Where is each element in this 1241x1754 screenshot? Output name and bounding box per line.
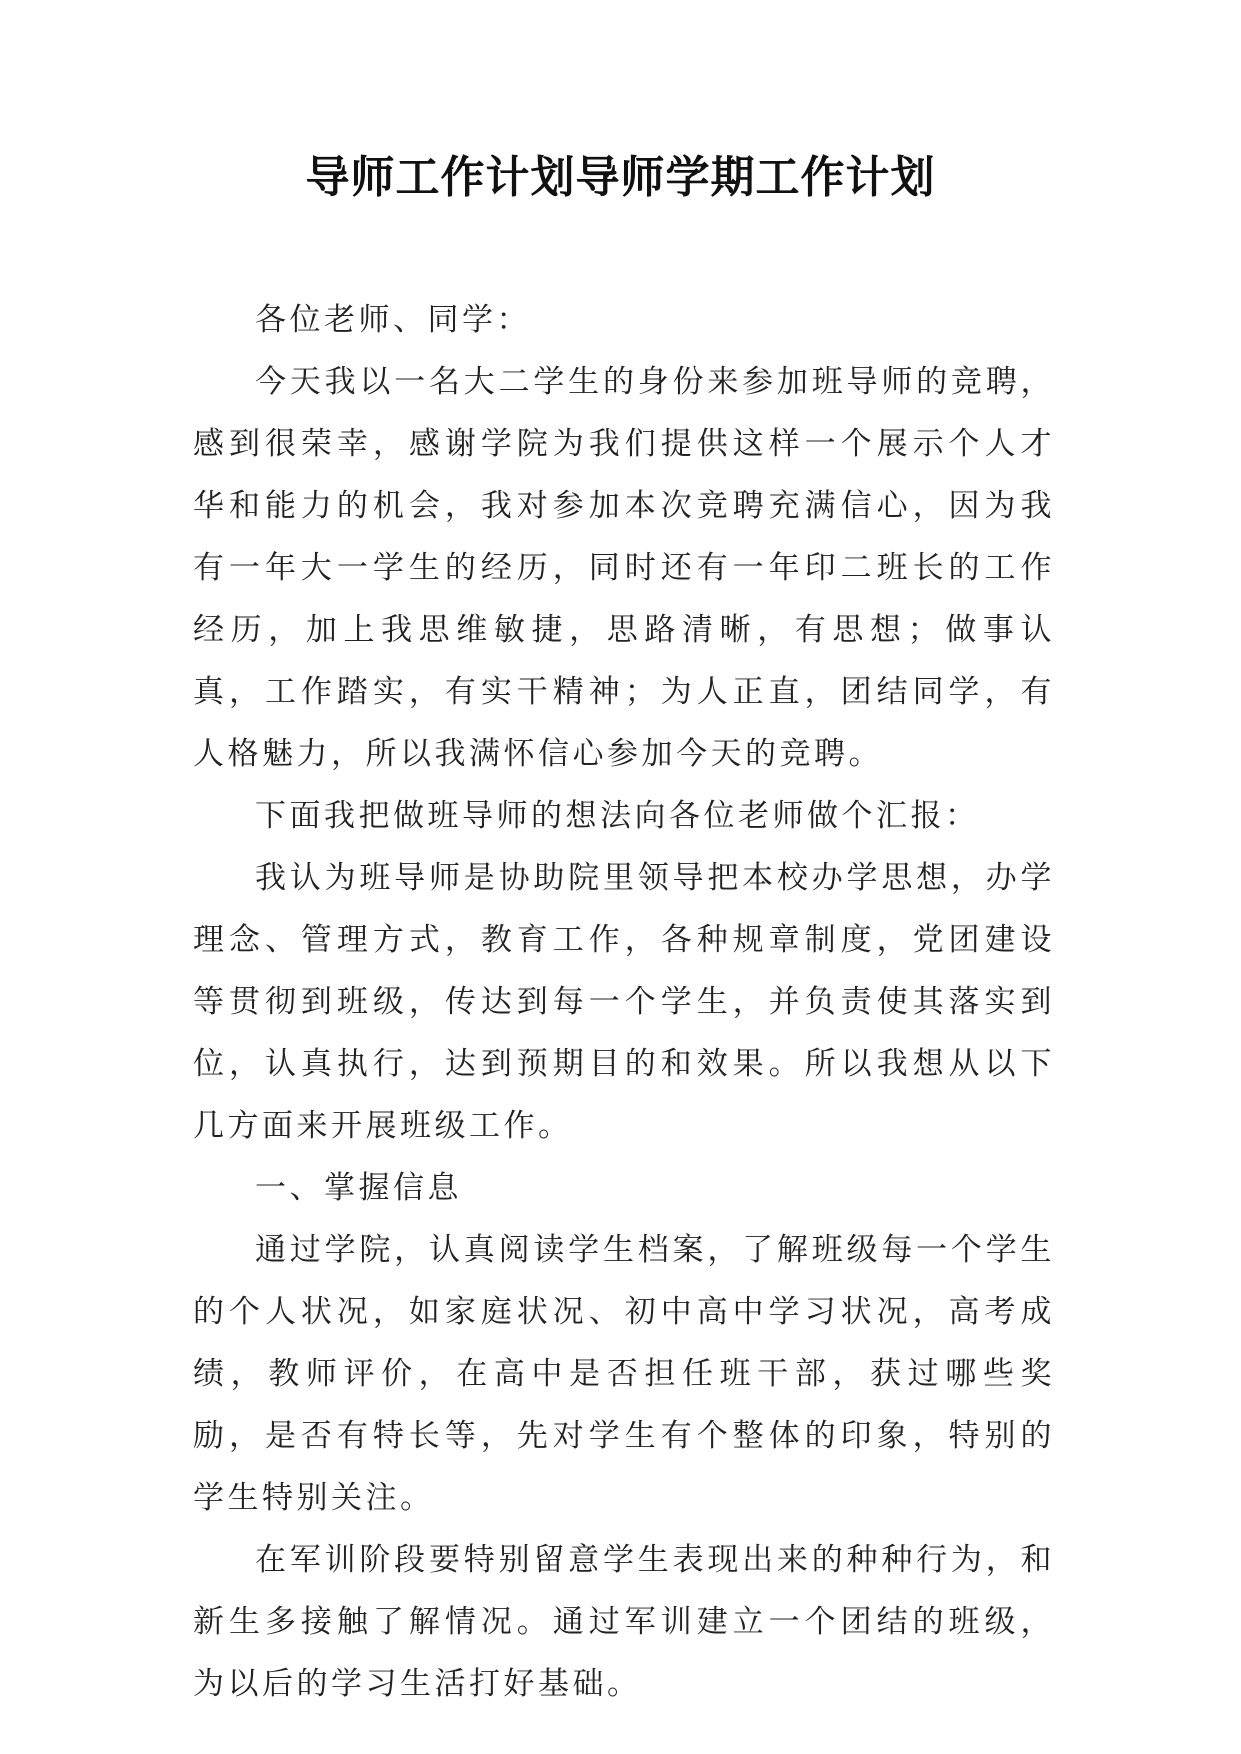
paragraph-report-intro: 下面我把做班导师的想法向各位老师做个汇报： bbox=[255, 798, 980, 834]
document-title: 导师工作计划导师学期工作计划 bbox=[305, 152, 936, 203]
paragraph-read-student-files: 通过学院，认真阅读学生档案，了解班级每一个学生的个人状况，如家庭状况、初中高中学习状况，高考成绩，教师评价，在高中是否担任班干部，获过哪些奖励，是否有特长等，先对学生有个整体的印象，特别的学生特别关注。 bbox=[193, 1232, 1055, 1516]
paragraph-introduction: 今天我以一名大二学生的身份来参加班导师的竞聘，感到很荣幸，感谢学院为我们提供这样一个展示个人才华和能力的机会，我对参加本次竞聘充满信心，因为我有一年大一学生的经历，同时还有一年印二班长的工作经历，加上我思维敏捷，思路清晰，有思想；做事认真，工作踏实，有实干精神；为人正直，团结同学，有人格魅力，所以我满怀信心参加今天的竞聘。 bbox=[193, 364, 1055, 772]
section-heading-gather-information: 一、掌握信息 bbox=[255, 1170, 462, 1206]
paragraph-military-training: 在军训阶段要特别留意学生表现出来的种种行为，和新生多接触了解情况。通过军训建立一个团结的班级，为以后的学习生活打好基础。 bbox=[193, 1542, 1055, 1702]
document-body bbox=[193, 289, 1055, 1715]
paragraph-salutation: 各位老师、同学： bbox=[255, 302, 531, 338]
paragraph-role-description: 我认为班导师是协助院里领导把本校办学思想，办学理念、管理方式，教育工作，各种规章制度，党团建设等贯彻到班级，传达到每一个学生，并负责使其落实到位，认真执行，达到预期目的和效果。所以我想从以下几方面来开展班级工作。 bbox=[193, 860, 1055, 1144]
